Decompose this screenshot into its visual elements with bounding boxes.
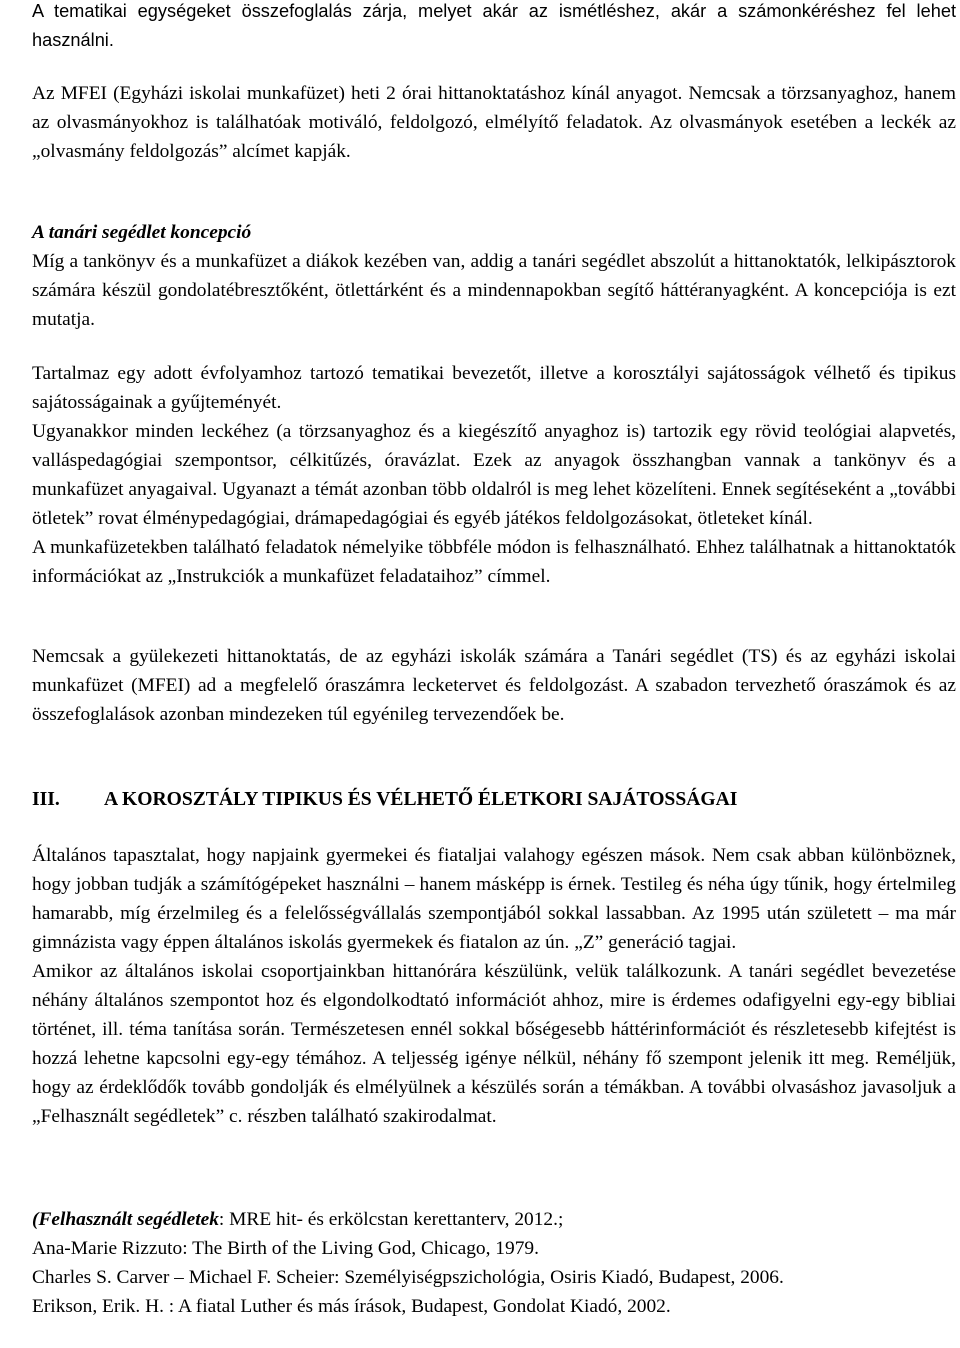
paragraph-workbook: A munkafüzetekben található feladatok némelyike többféle módon is felhasználható. Ehhez találhatnak a hittanoktatók információkat az „Instrukciók a munkafüzet feladataihoz” címmel.	[32, 537, 956, 587]
reference-line-3: Charles S. Carver – Michael F. Scheier: Személyiségpszichológia, Osiris Kiadó, Budapest, 2006.	[32, 1267, 784, 1288]
paragraph-mfei: Az MFEI (Egyházi iskolai munkafüzet) heti 2 órai hittanoktatáshoz kínál anyagot. Nemcsak a törzsanyaghoz, hanem az olvasmányokhoz is találhatóak motiváló, feldolgozó, elmélyítő feladatok. Az olvasmányok esetében a leckék az „olvasmány feldolgozás” alcímet kapják.	[32, 83, 956, 162]
reference-line-1-text: : MRE hit- és erkölcstan kerettanterv, 2012.;	[218, 1209, 564, 1230]
reference-label: Felhasznált segédletek	[38, 1209, 219, 1230]
references	[32, 1205, 956, 1321]
reference-open-paren: (	[32, 1209, 39, 1230]
paragraph-ts: Nemcsak a gyülekezeti hittanoktatás, de az egyházi iskolák számára a Tanári segédlet (TS) és az egyházi iskolai munkafüzet (MFEI) ad a megfelelő óraszámra lecketervet és feldolgozást. A szabadon tervezhető óraszámok és az összefoglalások azonban mindezeken túl egyénileg tervezendőek be.	[32, 646, 956, 725]
paragraph-summary: A tematikai egységeket összefoglalás zárja, melyet akár az ismétléshez, akár a számonkéréshez fel lehet használni.	[32, 1, 956, 50]
paragraph-general: Általános tapasztalat, hogy napjaink gyermekei és fiataljai valahogy egészen mások. Nem csak abban különböznek, hogy jobban tudják a számítógépeket használni – hanem másképp is érnek. Testileg és néha úgy tűnik, hogy értelmileg hamarabb, míg érzelmileg és a felelősségvállalás szempontjából sokkal lassabban. Az 1995 után született – ma már gimnázista vagy éppen általános iskolás gyermekek és fiatalon az ún. „Z” generáció tagjai.	[32, 845, 956, 953]
concept-title: A tanári segédlet koncepció	[32, 222, 252, 243]
paragraph-contains: Tartalmaz egy adott évfolyamhoz tartozó tematikai bevezetőt, illetve a korosztályi sajátosságok vélhető és tipikus sajátosságainak a gyűjteményét.	[32, 363, 956, 413]
age-section	[32, 841, 956, 1131]
concept-section	[32, 218, 956, 334]
paragraph-concept: Míg a tankönyv és a munkafüzet a diákok kezében van, addig a tanári segédlet abszolút a hittanoktatók, lelkipásztorok számára készül gondolatébresztőként, ötlettárként és a mindennapokban segítő háttéranyagként. A koncepciója is ezt mutatja.	[32, 251, 956, 330]
section-title: A KOROSZTÁLY TIPIKUS ÉS VÉLHETŐ ÉLETKORI SAJÁTOSSÁGAI	[104, 789, 738, 810]
paragraph-lessons: Ugyanakkor minden leckéhez (a törzsanyaghoz és a kiegészítő anyaghoz is) tartozik egy rövid teológiai alapvetés, valláspedagógiai szempontsor, célkitűzés, óravázlat. Ezek az anyagok összhangban vannak a tankönyv és a munkafüzet anyagaival. Ugyanazt a témát azonban több oldalról is meg lehet közelíteni. Ennek segítéseként a „további ötletek” rovat élménypedagógiai, drámapedagógiai és egyéb játékos feldolgozásokat, ötleteket kínál.	[32, 421, 956, 529]
reference-line-2: Ana-Marie Rizzuto: The Birth of the Living God, Chicago, 1979.	[32, 1238, 539, 1259]
section-number: III.	[32, 789, 60, 810]
reference-line-1	[32, 1205, 956, 1234]
paragraph-groups: Amikor az általános iskolai csoportjainkban hittanórára készülünk, velük találkozunk. A tanári segédlet bevezetése néhány általános szempontot hoz és elgondolkodtató információt ahhoz, mire is érdemes odafigyelni egy-egy bibliai történet, ill. téma tanítása során. Természetesen ennél sokkal bőségesebb háttérinformációt és részletesebb kifejtést is hozzá lehetne kapcsolni egy-egy témához. A teljesség igénye nélkül, néhány fő szempont jelenik itt meg. Reméljük, hogy az érdeklődők tovább gondolják és elmélyülnek a készülés során a témákban. A további olvasáshoz javasoljuk a „Felhasznált segédletek” c. részben található szakirodalmat.	[32, 961, 956, 1127]
reference-line-4: Erikson, Erik. H. : A fiatal Luther és más írások, Budapest, Gondolat Kiadó, 2002.	[32, 1296, 671, 1317]
contents-section	[32, 359, 956, 591]
